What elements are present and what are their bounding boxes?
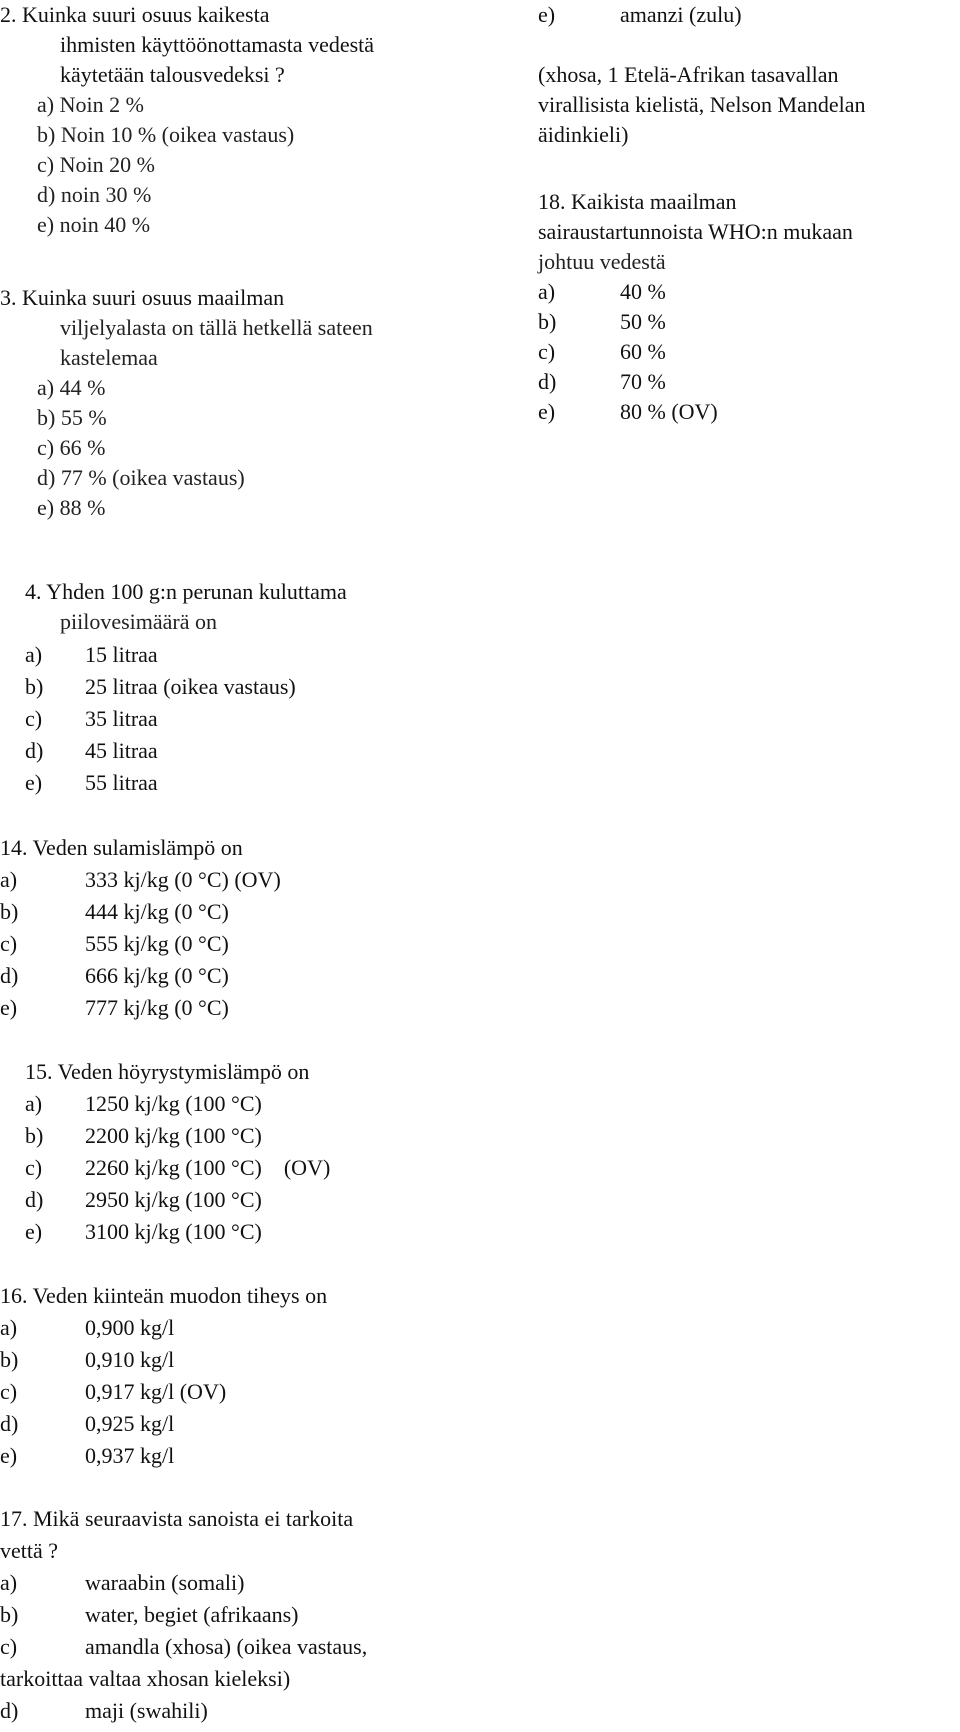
question-stem: ihmisten käyttöönottamasta vedestä bbox=[60, 32, 375, 57]
option-label: e) bbox=[25, 770, 43, 795]
answer-option: waraabin (somali) bbox=[85, 1570, 245, 1595]
option-label: b) bbox=[0, 899, 19, 924]
option-label: c) bbox=[0, 1379, 18, 1404]
option-label: d) bbox=[25, 738, 44, 763]
option-label: c) bbox=[538, 339, 556, 364]
answer-option: d) 77 % (oikea vastaus) bbox=[37, 465, 245, 490]
answer-option: e) noin 40 % bbox=[37, 212, 151, 237]
answer-option: 45 litraa bbox=[85, 738, 158, 763]
question-stem: 18. Kaikista maailman bbox=[538, 189, 737, 214]
option-label: a) bbox=[538, 279, 556, 304]
answer-option: 70 % bbox=[620, 369, 666, 394]
option-label: d) bbox=[538, 369, 557, 394]
answer-option: 444 kj/kg (0 °C) bbox=[85, 899, 229, 924]
answer-option: 35 litraa bbox=[85, 706, 158, 731]
question-stem: 3. Kuinka suuri osuus maailman bbox=[0, 285, 285, 310]
question-stem: johtuu vedestä bbox=[538, 249, 666, 274]
note-text: äidinkieli) bbox=[538, 122, 629, 147]
option-label: b) bbox=[25, 1123, 44, 1148]
question-stem: 4. Yhden 100 g:n perunan kuluttama bbox=[25, 579, 347, 604]
answer-option: a) 44 % bbox=[37, 375, 106, 400]
answer-option: d) noin 30 % bbox=[37, 182, 152, 207]
question-stem: käytetään talousvedeksi ? bbox=[60, 62, 285, 87]
answer-option: maji (swahili) bbox=[85, 1698, 208, 1723]
answer-option: b) 55 % bbox=[37, 405, 107, 430]
question-stem: 14. Veden sulamislämpö on bbox=[0, 835, 243, 860]
answer-option: 777 kj/kg (0 °C) bbox=[85, 995, 229, 1020]
answer-option: 80 % (OV) bbox=[620, 399, 718, 424]
option-label: b) bbox=[25, 674, 44, 699]
answer-option: c) 66 % bbox=[37, 435, 106, 460]
question-stem: vettä ? bbox=[0, 1538, 59, 1563]
option-label: a) bbox=[0, 867, 18, 892]
answer-option: 2950 kj/kg (100 °C) bbox=[85, 1187, 262, 1212]
option-label: e) bbox=[0, 1443, 18, 1468]
answer-option: 555 kj/kg (0 °C) bbox=[85, 931, 229, 956]
answer-option: 0,917 kg/l (OV) bbox=[85, 1379, 227, 1404]
answer-option: amanzi (zulu) bbox=[620, 2, 742, 27]
option-label: d) bbox=[0, 1411, 19, 1436]
option-label: e) bbox=[538, 2, 556, 27]
answer-option: 40 % bbox=[620, 279, 666, 304]
answer-option: 333 kj/kg (0 °C) (OV) bbox=[85, 867, 281, 892]
option-label: a) bbox=[0, 1315, 18, 1340]
option-label: d) bbox=[0, 963, 19, 988]
question-stem: 2. Kuinka suuri osuus kaikesta bbox=[0, 2, 270, 27]
option-label: d) bbox=[25, 1187, 44, 1212]
answer-option: 0,900 kg/l bbox=[85, 1315, 175, 1340]
option-label: b) bbox=[538, 309, 557, 334]
option-label: e) bbox=[25, 1219, 43, 1244]
question-stem: viljelyalasta on tällä hetkellä sateen bbox=[60, 315, 373, 340]
option-label: a) bbox=[25, 642, 43, 667]
option-label: e) bbox=[0, 995, 18, 1020]
option-label: e) bbox=[538, 399, 556, 424]
answer-option: water, begiet (afrikaans) bbox=[85, 1602, 299, 1627]
option-label: b) bbox=[0, 1347, 19, 1372]
answer-option: 50 % bbox=[620, 309, 666, 334]
option-label: c) bbox=[25, 706, 43, 731]
answer-option: 55 litraa bbox=[85, 770, 158, 795]
answer-option: amandla (xhosa) (oikea vastaus, bbox=[85, 1634, 368, 1659]
answer-option: 15 litraa bbox=[85, 642, 158, 667]
answer-option: 2260 kj/kg (100 °C) (OV) bbox=[85, 1155, 331, 1180]
answer-option: 666 kj/kg (0 °C) bbox=[85, 963, 229, 988]
question-stem: sairaustartunnoista WHO:n mukaan bbox=[538, 219, 853, 244]
option-label: a) bbox=[25, 1091, 43, 1116]
question-stem: piilovesimäärä on bbox=[60, 609, 218, 634]
answer-option: 0,910 kg/l bbox=[85, 1347, 175, 1372]
answer-option: 0,937 kg/l bbox=[85, 1443, 175, 1468]
option-label: d) bbox=[0, 1698, 19, 1723]
note-text: (xhosa, 1 Etelä-Afrikan tasavallan bbox=[538, 62, 839, 87]
question-stem: 17. Mikä seuraavista sanoista ei tarkoita bbox=[0, 1506, 354, 1531]
option-label: a) bbox=[0, 1570, 18, 1595]
option-label: b) bbox=[0, 1602, 19, 1627]
answer-option: 0,925 kg/l bbox=[85, 1411, 175, 1436]
answer-option: 3100 kj/kg (100 °C) bbox=[85, 1219, 262, 1244]
answer-option: a) Noin 2 % bbox=[37, 92, 144, 117]
answer-option: 1250 kj/kg (100 °C) bbox=[85, 1091, 262, 1116]
answer-option: 2200 kj/kg (100 °C) bbox=[85, 1123, 262, 1148]
answer-option: e) 88 % bbox=[37, 495, 106, 520]
option-label: c) bbox=[25, 1155, 43, 1180]
note-text: virallisista kielistä, Nelson Mandelan bbox=[538, 92, 866, 117]
option-label: c) bbox=[0, 1634, 18, 1659]
question-stem: kastelemaa bbox=[60, 345, 158, 370]
question-stem: 15. Veden höyrystymislämpö on bbox=[25, 1059, 310, 1084]
answer-option: 60 % bbox=[620, 339, 666, 364]
answer-option: b) Noin 10 % (oikea vastaus) bbox=[37, 122, 295, 147]
option-label: c) bbox=[0, 931, 18, 956]
answer-option: c) Noin 20 % bbox=[37, 152, 155, 177]
answer-option-continuation: tarkoittaa valtaa xhosan kieleksi) bbox=[0, 1666, 291, 1691]
question-stem: 16. Veden kiinteän muodon tiheys on bbox=[0, 1283, 328, 1308]
answer-option: 25 litraa (oikea vastaus) bbox=[85, 674, 296, 699]
